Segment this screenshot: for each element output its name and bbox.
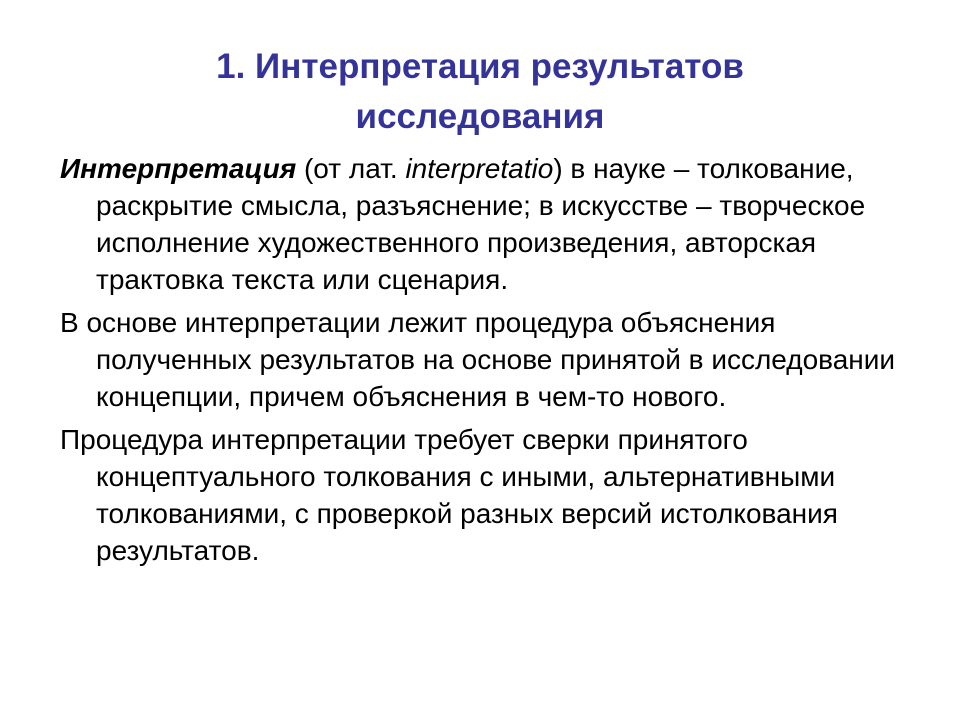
paragraph-procedure: Процедура интерпретации требует сверки принятого концептуального толкования с иными, альтернативными толкованиями, с проверкой разных версий истолкования результатов. xyxy=(60,424,838,566)
latin-term: interpretatio xyxy=(405,153,554,184)
title-line-2: исследования xyxy=(355,97,605,136)
term-interpretation: Интерпретация xyxy=(60,153,297,184)
title-line-1: 1. Интерпретация результатов xyxy=(216,47,744,86)
slide-body xyxy=(60,150,920,575)
paragraph-basis: В основе интерпретации лежит процедура объяснения полученных результатов на основе принятой в исследовании концепции, причем объяснения в чем-то нового. xyxy=(60,307,896,412)
paragraph-definition xyxy=(60,150,920,298)
definition-text: ) в науке – толкование, раскрытие смысла, разъяснение; в искусстве – творческое исполнение художественного произведения, авторская трактовка текста или сценария. xyxy=(96,153,866,295)
definition-prefix: (от лат. xyxy=(296,153,406,184)
slide-title xyxy=(60,42,900,142)
